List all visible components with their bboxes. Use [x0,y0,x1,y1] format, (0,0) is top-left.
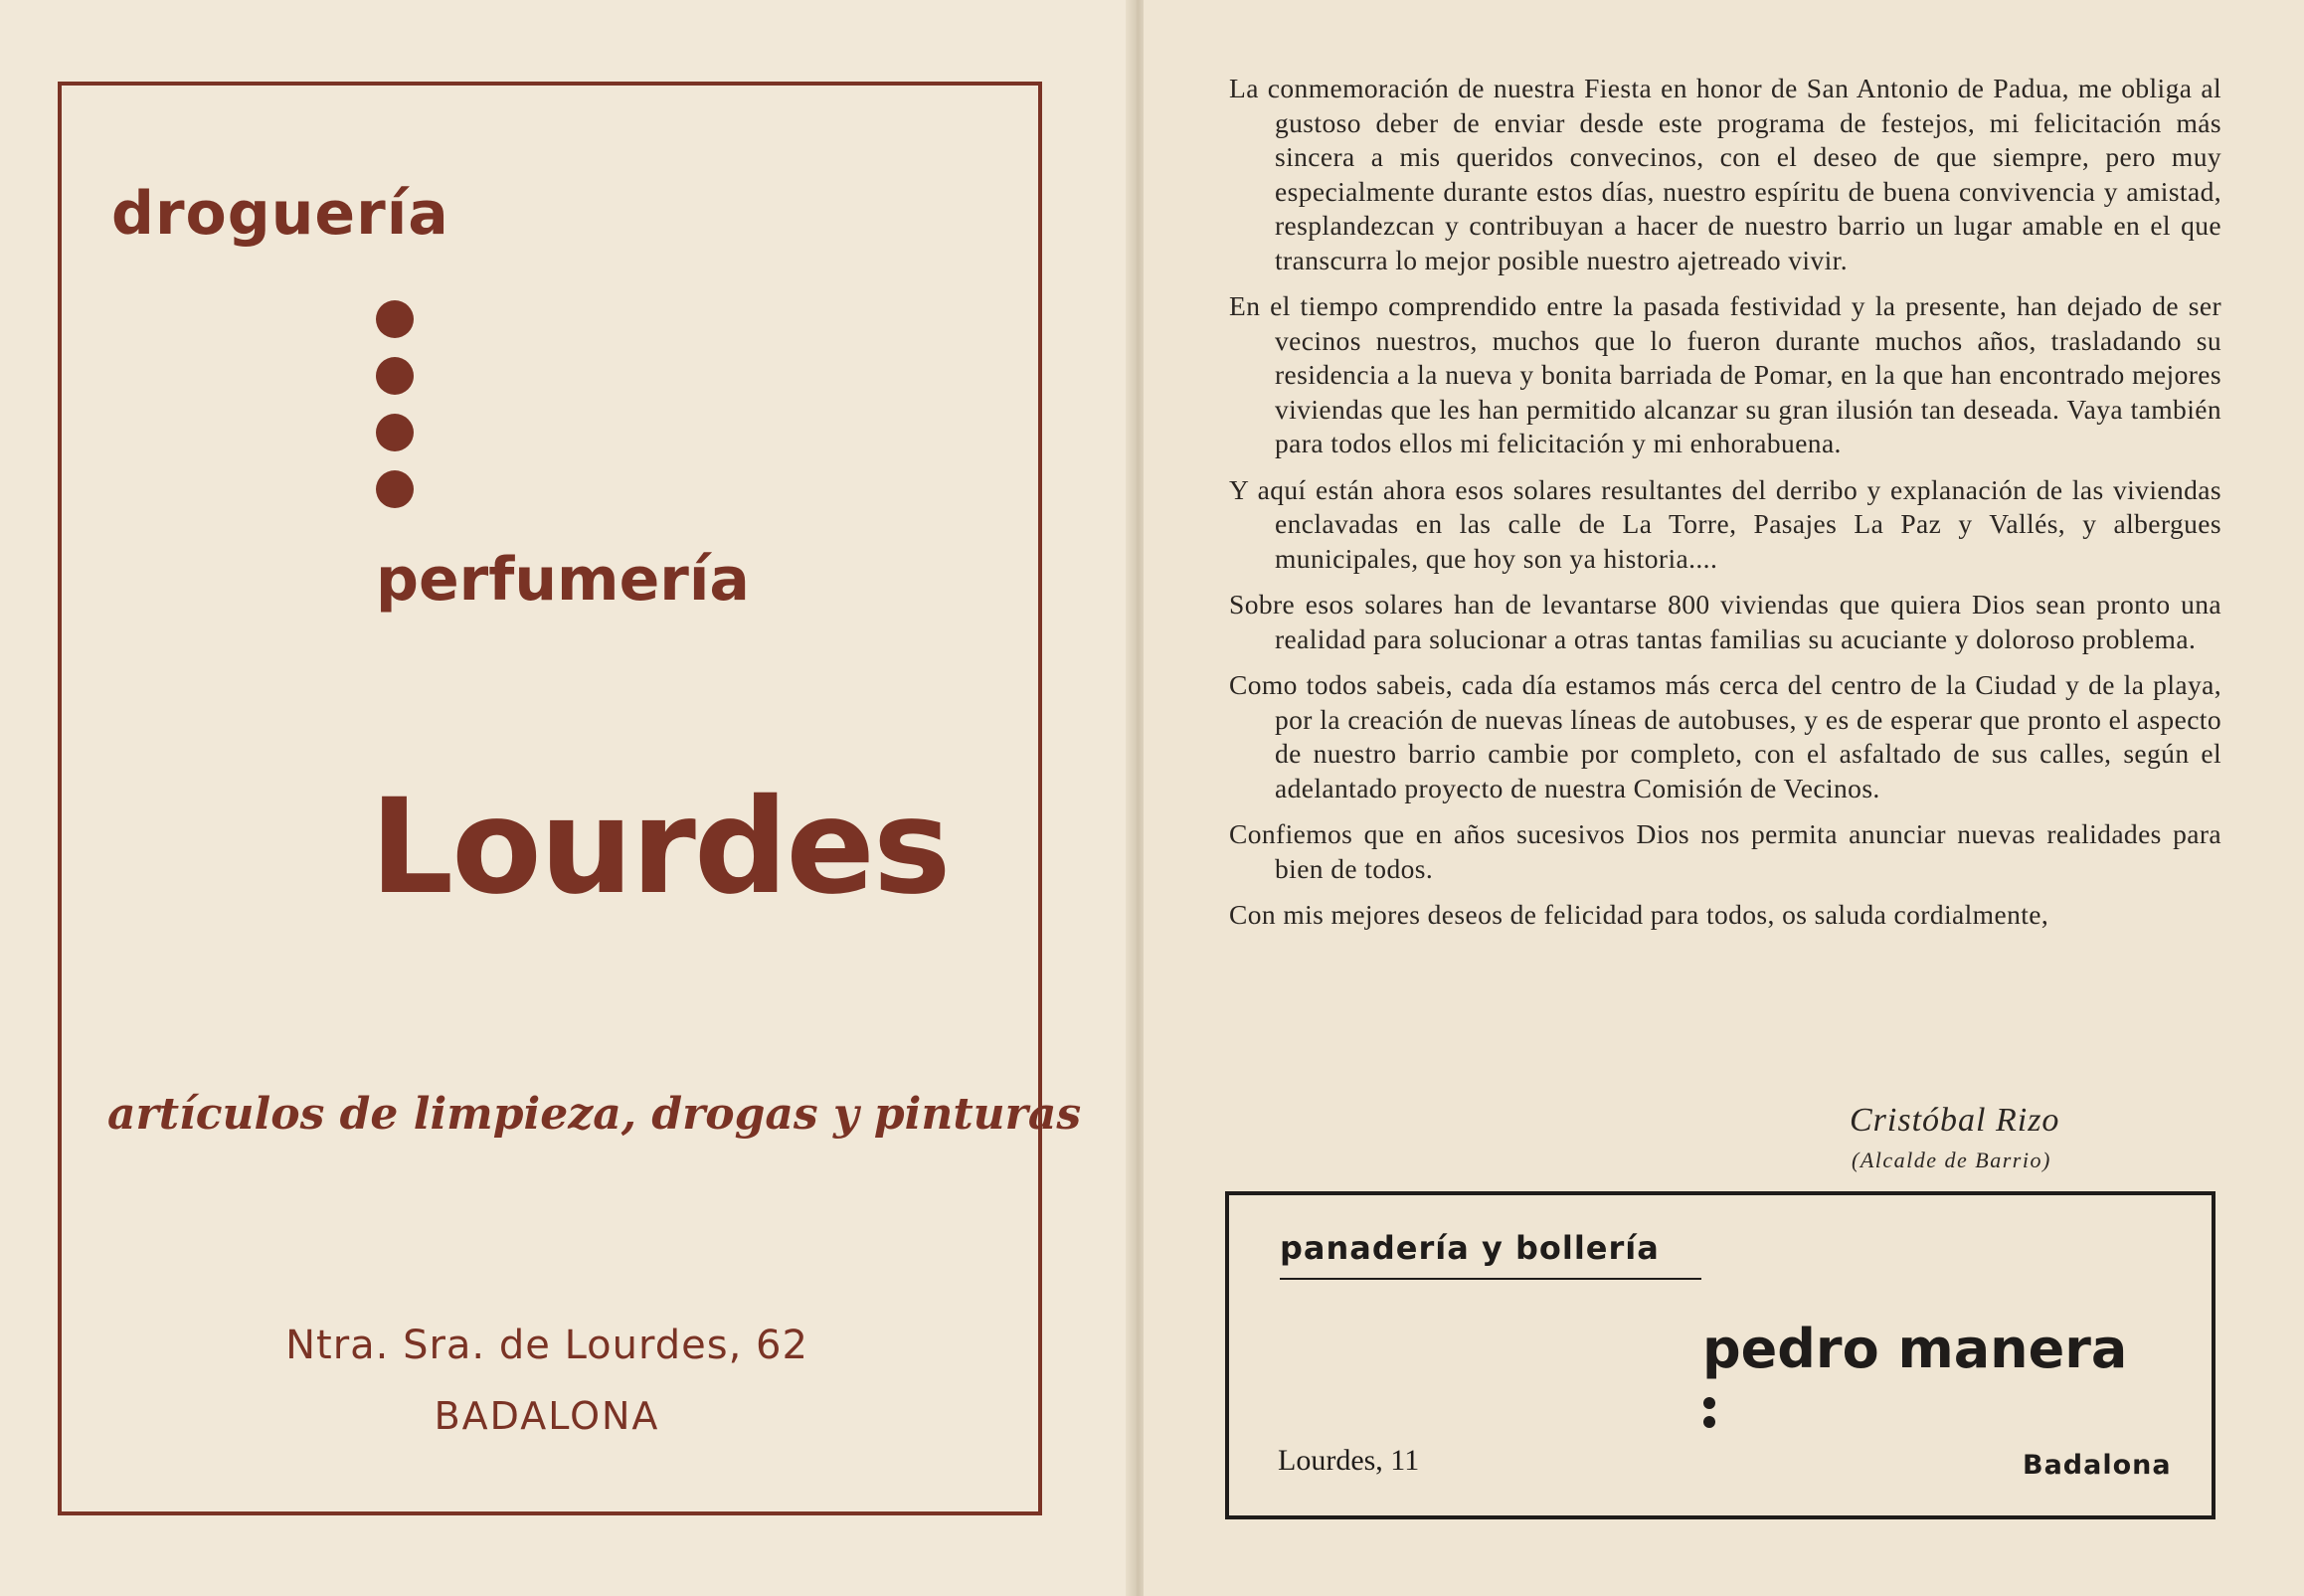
ad-address: Ntra. Sra. de Lourdes, 62 [285,1323,808,1368]
letter-paragraph: Sobre esos solares han de levantarse 800 viviendas que quiera Dios sean pronto una realidad para solucionar a otras tantas familias su acuciante y doloroso problema. [1229,589,2221,654]
bakery-ad-rule [1280,1278,1701,1280]
signature-title: (Alcalde de Barrio) [1852,1148,2051,1172]
letter-paragraph: La conmemoración de nuestra Fiesta en honor de San Antonio de Padua, me obliga al gustoso deber de enviar desde este programa de festejos, mi felicitación más sincera a mis queridos convecinos, con el deseo de que siempre, pero muy especialmente durante estos días, nuestro espíritu de buena convivencia y amistad, resplandezcan y contribuyan a hacer de nuestro barrio un lugar amable en el que transcurra lo mejor posible nuestro ajetreado vivir. [1229,73,2221,275]
bakery-ad-heading: panadería y bollería [1280,1229,1660,1267]
ornament-dot [376,300,414,338]
ornament-dot [376,470,414,508]
letter-paragraph: Y aquí están ahora esos solares resultantes del derribo y explanación de las viviendas enclavadas en las calle de La Torre, Pasajes La Paz y Vallés, y albergues municipales, que hoy son ya historia.... [1229,473,2221,574]
ad-city: BADALONA [434,1394,660,1438]
letter-body [1229,72,2221,945]
ad-tagline: artículos de limpieza, drogas y pinturas [107,1089,1082,1140]
bakery-ad-dots [1703,1397,1715,1435]
ad-line-perfumeria: perfumería [376,545,750,615]
bakery-ad-name: pedro manera [1702,1318,2128,1380]
ad-brand-name: Lourdes [370,771,950,924]
ad-line-drogueria: droguería [111,179,449,249]
letter-paragraph: Confiemos que en años sucesivos Dios nos permita anunciar nuevas realidades para bien de todos. [1229,818,2221,884]
left-page [0,0,1134,1596]
ornament-dot [1703,1397,1715,1409]
letter-closing: Con mis mejores deseos de felicidad para todos, os saluda cordialmente, [1229,899,2049,930]
letter-paragraph: En el tiempo comprendido entre la pasada festividad y la presente, han dejado de ser vecinos nuestros, muchos que lo fueron durante muchos años, trasladando su residencia a la nueva y bonita barriada de Pomar, en la que han encontrado mejores viviendas que les han permitido alcanzar su gran ilusión tan deseada. Vaya también para todos ellos mi felicitación y mi enhorabuena. [1229,290,2221,458]
bakery-ad-address: Lourdes, 11 [1278,1444,1420,1477]
ornament-dot [376,414,414,451]
bakery-ad-city: Badalona [2023,1450,2172,1481]
letter-signature: Cristóbal Rizo [1850,1102,2060,1139]
ornament-dot [376,357,414,395]
ornament-dot [1703,1416,1715,1428]
ad-dots-ornament [376,300,414,527]
letter-paragraph: Como todos sabeis, cada día estamos más cerca del centro de la Ciudad y de la playa, por la creación de nuevas líneas de autobuses, y es de esperar que pronto el aspecto de nuestro barrio cambie por completo, con el asfaltado de sus calles, según el adelantado proyecto de nuestra Comisión de Vecinos. [1229,669,2221,803]
